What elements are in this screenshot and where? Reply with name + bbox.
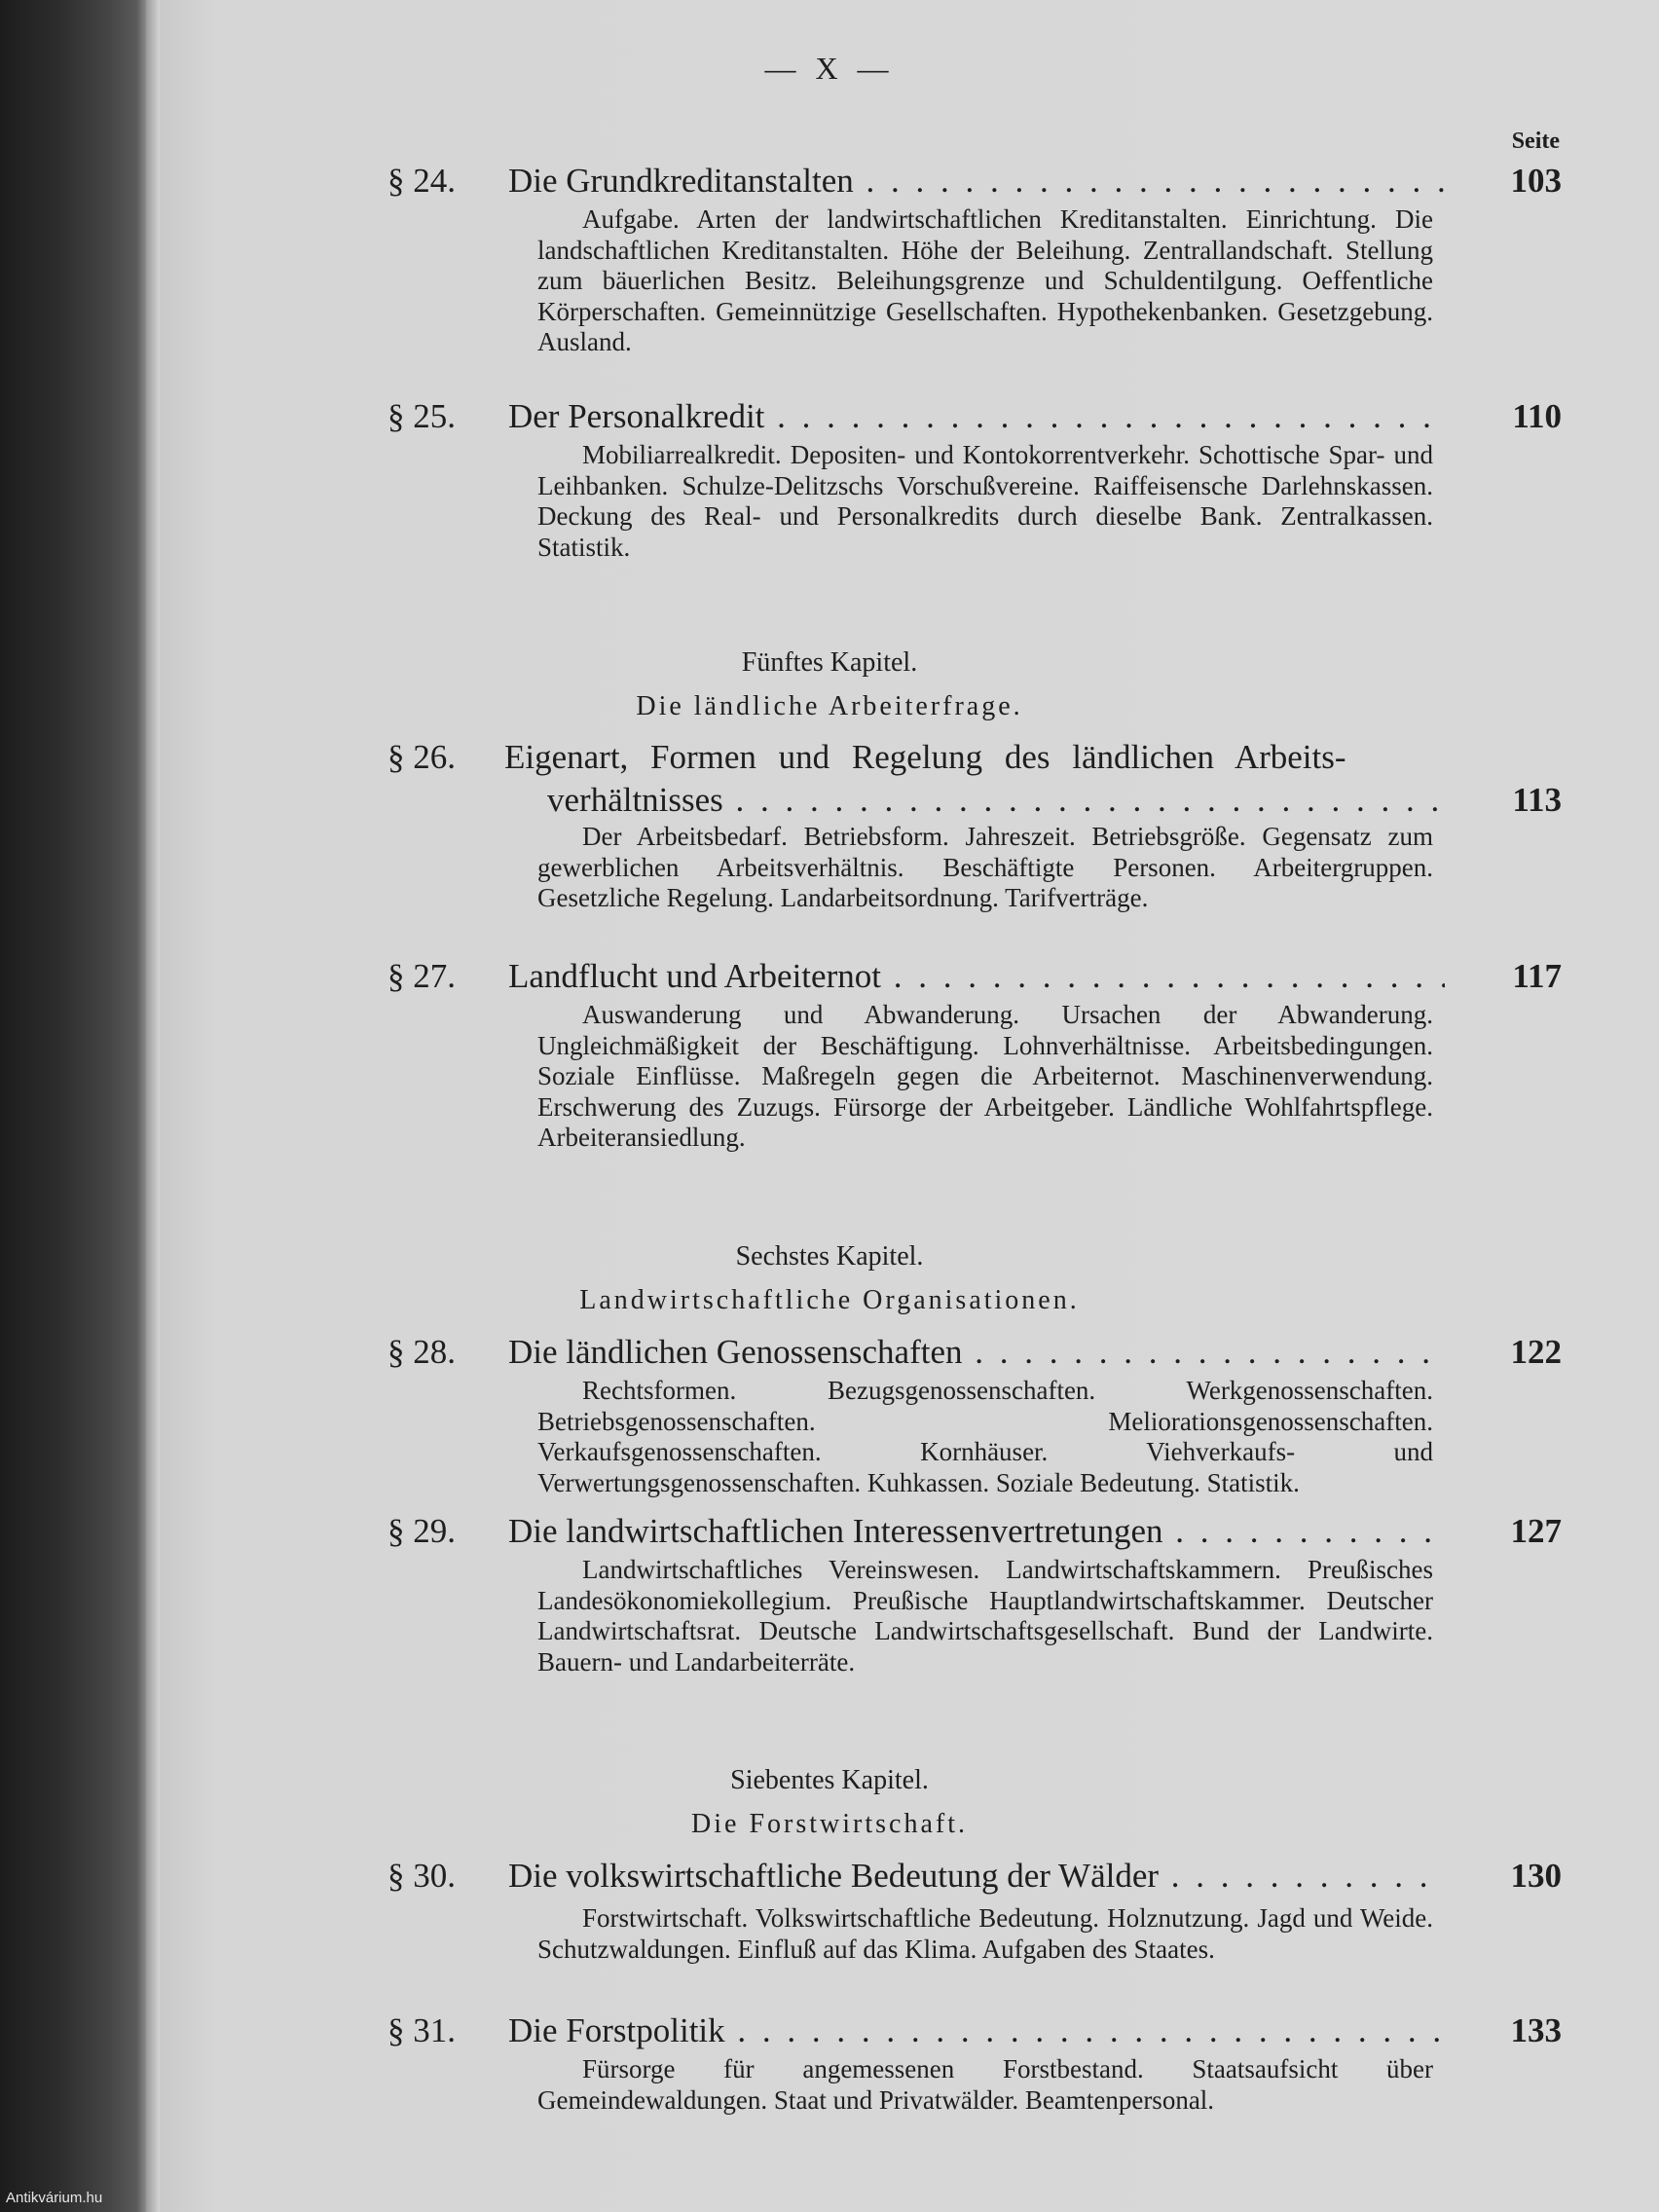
watermark-text: Antikvárium.hu <box>6 2190 103 2206</box>
page-number: 130 <box>1510 1857 1562 1895</box>
page-number: 122 <box>1510 1333 1562 1371</box>
section-summary: Aufgabe. Arten der landwirtschaftlichen Kreditanstalten. Einrichtung. Die landschaftlichen Kreditanstalten. Höhe der Beleihung. Zentrallandschaft. Stellung zum bäuerlichen Besitz. Beleihungsgrenze und Schuldentilgung. Oeffentliche Körperschaften. Gemeinnützige Gesellschaften. Hypothekenbanken. Gesetzgebung. Ausland. <box>537 204 1433 356</box>
page-number: 113 <box>1512 781 1562 819</box>
section-title: Die ländlichen Genossenschaften . . . <box>508 1331 1445 1374</box>
section-summary: Der Arbeitsbedarf. Betriebsform. Jahreszeit. Betriebsgröße. Gegensatz zum gewerblichen Arbeitsverhältnis. Beschäftigte Personen. Arbeitergruppen. Gesetzliche Regelung. Landarbeitsordnung. Tarifverträge. <box>537 822 1433 912</box>
section-title-line2: verhältnisses . . . <box>547 779 1445 822</box>
section-number: § 28. <box>387 1333 456 1371</box>
section-summary: Fürsorge für angemessenen Forstbestand. Staatsaufsicht über Gemeindewaldungen. Staat und Privatwälder. Beamtenpersonal. <box>537 2054 1433 2115</box>
section-title-line1: Eigenart, Formen und Regelung des ländlichen Arbeits- <box>504 738 1346 776</box>
section-summary: Auswanderung und Abwanderung. Ursachen der Abwanderung. Ungleichmäßigkeit der Beschäftigung. Lohnverhältnisse. Arbeitsbedingungen. Soziale Einflüsse. Maßregeln gegen die Arbeiternot. Maschinenverwendung. Erschwerung des Zuzugs. Fürsorge der Arbeitgeber. Ländliche Wohlfahrtspflege. Arbeiteransiedlung. <box>537 1000 1433 1152</box>
section-summary: Forstwirtschaft. Volkswirtschaftliche Bedeutung. Holznutzung. Jagd und Weide. Schutzwaldungen. Einfluß auf das Klima. Aufgaben des Staates. <box>537 1903 1433 1964</box>
page-number: 117 <box>1512 957 1562 995</box>
section-title: Der Personalkredit . . . <box>508 395 1445 438</box>
chapter-label: Sechstes Kapitel. <box>735 1241 924 1272</box>
page-number: 103 <box>1510 162 1562 200</box>
running-head: — X — <box>764 51 895 86</box>
section-number: § 25. <box>387 397 456 435</box>
chapter-label: Fünftes Kapitel. <box>741 647 918 678</box>
section-summary: Rechtsformen. Bezugsgenossenschaften. Werkgenossenschaften. Betriebsgenossenschaften. Meliorationsgenossenschaften. Verkaufsgenossenschaften. Kornhäuser. Viehverkaufs- und Verwertungsgenossenschaften. Kuhkassen. Soziale Bedeutung. Statistik. <box>537 1376 1433 1497</box>
section-number: § 29. <box>387 1512 456 1550</box>
chapter-title: Landwirtschaftliche Organisationen. <box>579 1285 1080 1315</box>
section-title: Die Grundkreditanstalten . . . <box>508 160 1445 203</box>
section-number: § 27. <box>387 957 456 995</box>
page-number: 110 <box>1512 397 1562 435</box>
section-number: § 26. <box>387 738 456 776</box>
section-summary: Mobiliarrealkredit. Depositen- und Kontokorrentverkehr. Schottische Spar- und Leihbanken. Schulze-Delitzschs Vorschußvereine. Raiffeisensche Darlehnskassen. Deckung des Real- und Personalkredits durch dieselbe Bank. Zentralkassen. Statistik. <box>537 440 1433 562</box>
section-title: Die landwirtschaftlichen Interessenvertretungen . . . <box>508 1510 1445 1553</box>
page-number: 127 <box>1510 1512 1562 1550</box>
section-summary: Landwirtschaftliches Vereinswesen. Landwirtschaftskammern. Preußisches Landesökonomiekollegium. Preußische Hauptlandwirtschaftskammer. Deutscher Landwirtschaftsrat. Deutsche Landwirtschaftsgesellschaft. Bund der Landwirte. Bauern- und Landarbeiterräte. <box>537 1555 1433 1677</box>
seite-column-label: Seite <box>1511 129 1560 154</box>
section-number: § 30. <box>387 1857 456 1895</box>
section-number: § 31. <box>387 2011 456 2049</box>
section-number: § 24. <box>387 162 456 200</box>
page-gutter <box>146 0 160 2212</box>
chapter-label: Siebentes Kapitel. <box>730 1765 929 1795</box>
section-title: Landflucht und Arbeiternot . . . <box>508 955 1445 998</box>
section-title: Die Forstpolitik . . . <box>508 2009 1445 2052</box>
chapter-title: Die Forstwirtschaft. <box>691 1809 968 1839</box>
page-number: 133 <box>1510 2011 1562 2049</box>
book-binding <box>0 0 146 2212</box>
chapter-title: Die ländliche Arbeiterfrage. <box>636 691 1023 721</box>
section-title: Die volkswirtschaftliche Bedeutung der Wälder . . . <box>508 1855 1445 1898</box>
